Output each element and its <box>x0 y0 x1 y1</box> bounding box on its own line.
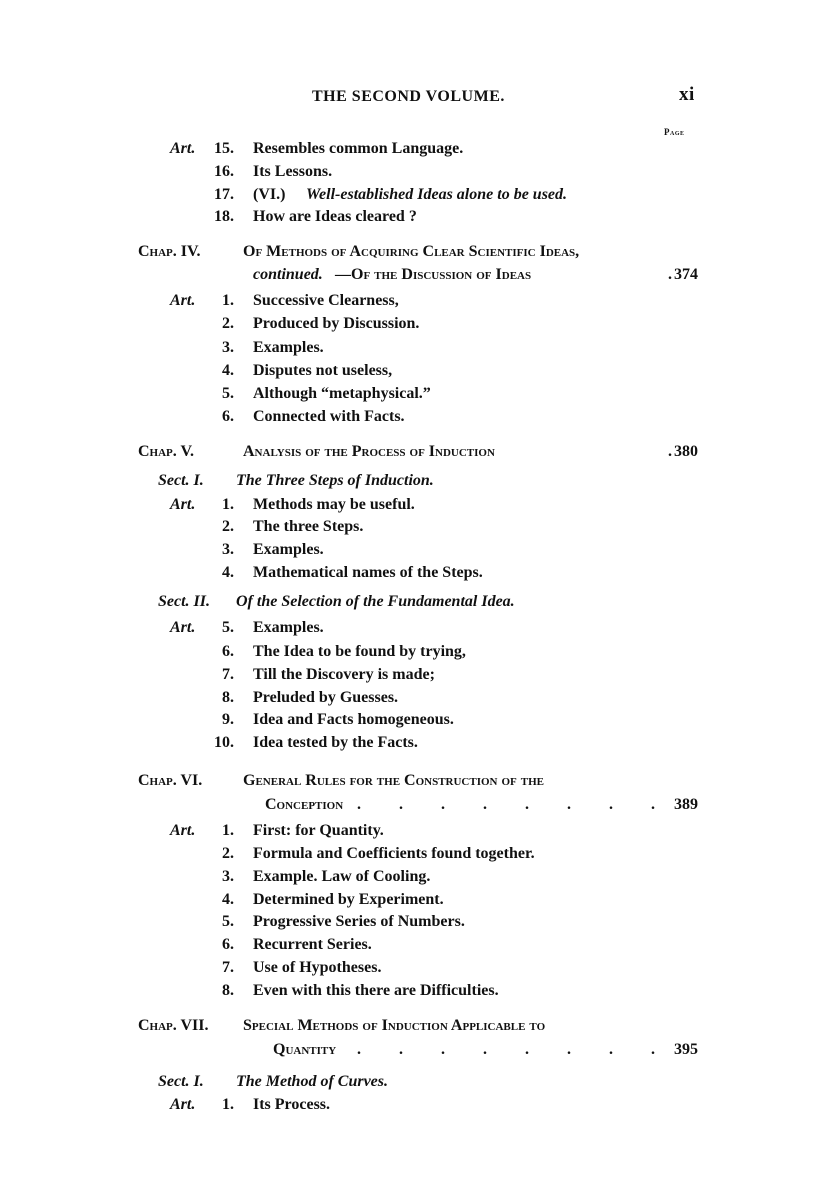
toc-entry <box>0 982 840 1005</box>
entry-text: Produced by Discussion. <box>253 315 420 332</box>
chap-label: Chap. IV. <box>138 243 201 260</box>
entry-number: 2. <box>222 518 234 535</box>
toc-entry <box>0 385 840 408</box>
toc-entry <box>0 266 840 289</box>
entry-text: Its Process. <box>253 1096 331 1113</box>
entry-text: Mathematical names of the Steps. <box>253 564 483 581</box>
toc-entry <box>0 140 840 163</box>
entry-number: 1. <box>222 496 234 513</box>
toc-entry <box>0 936 840 959</box>
entry-number: 3. <box>222 339 234 356</box>
entry-text: Examples. <box>253 541 324 558</box>
entry-number: 10. <box>214 734 234 751</box>
entry-number: 18. <box>214 208 234 225</box>
entry-text: Determined by Experiment. <box>253 891 444 908</box>
entry-number: 8. <box>222 982 234 999</box>
entry-number: 1. <box>222 292 234 309</box>
entry-text-italic: Of the Selection of the Fundamental Idea. <box>236 593 515 610</box>
entry-text: Recurrent Series. <box>253 936 372 953</box>
sect-label: Sect. I. <box>158 472 204 489</box>
toc-entry <box>0 689 840 712</box>
page-ref: 395 <box>674 1041 698 1058</box>
toc-entry <box>0 443 840 466</box>
entry-text: Methods may be useful. <box>253 496 415 513</box>
art-label: Art. <box>170 140 196 157</box>
art-label: Art. <box>170 619 196 636</box>
page-ref: 374 <box>674 266 698 283</box>
sect-label: Sect. II. <box>158 593 210 610</box>
entry-number: 6. <box>222 408 234 425</box>
entry-text-smallcaps: Quantity <box>273 1041 337 1058</box>
toc-entry <box>0 1041 840 1064</box>
entry-text: Formula and Coefficients found together. <box>253 845 535 862</box>
entry-text: The Idea to be found by trying, <box>253 643 466 660</box>
toc-entry <box>0 643 840 666</box>
toc-entry <box>0 959 840 982</box>
entry-number: 4. <box>222 891 234 908</box>
entry-number: 5. <box>222 619 234 636</box>
entry-text: Its Lessons. <box>253 163 333 180</box>
entry-number: 6. <box>222 643 234 660</box>
entry-text: Progressive Series of Numbers. <box>253 913 465 930</box>
toc-entry <box>0 796 840 819</box>
toc-entry <box>0 666 840 689</box>
toc-entry <box>0 619 840 642</box>
toc-entry <box>0 772 840 795</box>
entry-number: 17. <box>214 186 234 203</box>
entry-number: 1. <box>222 822 234 839</box>
entry-number: 5. <box>222 913 234 930</box>
sect-label: Sect. I. <box>158 1073 204 1090</box>
toc-entry <box>0 408 840 431</box>
toc-entry <box>0 868 840 891</box>
leader-dots: . . . . . . . . <box>357 796 672 813</box>
toc-entry <box>0 1096 840 1119</box>
entry-number: 3. <box>222 868 234 885</box>
entry-text: Even with this there are Difficulties. <box>253 982 499 999</box>
toc-entry <box>0 845 840 868</box>
leader-dots: . <box>668 443 672 460</box>
entry-number: 4. <box>222 564 234 581</box>
toc-entry <box>0 362 840 385</box>
chap-label: Chap. V. <box>138 443 194 460</box>
toc-entry <box>0 1073 840 1096</box>
entry-text: Disputes not useless, <box>253 362 393 379</box>
entry-text-italic: Well-established Ideas alone to be used. <box>306 186 568 203</box>
entry-number: 5. <box>222 385 234 402</box>
toc-entry <box>0 822 840 845</box>
toc-entry <box>0 186 840 209</box>
toc-entry <box>0 339 840 362</box>
entry-text-smallcaps: General Rules for the Construction of the <box>243 772 544 789</box>
entry-number: 1. <box>222 1096 234 1113</box>
toc-entry <box>0 472 840 495</box>
entry-number: 2. <box>222 845 234 862</box>
chap-label: Chap. VI. <box>138 772 203 789</box>
toc-entry <box>0 734 840 757</box>
toc-entry <box>0 1017 840 1040</box>
page-ref: 389 <box>674 796 698 813</box>
entry-text-smallcaps: Special Methods of Induction Applicable to <box>243 1017 546 1034</box>
entry-text: Till the Discovery is made; <box>253 666 435 683</box>
toc-entry <box>0 913 840 936</box>
toc-entry <box>0 541 840 564</box>
entry-text-italic: The Three Steps of Induction. <box>236 472 434 489</box>
entry-text: (VI.) <box>253 186 286 203</box>
entry-text: Successive Clearness, <box>253 292 399 309</box>
entry-text-italic: continued. <box>253 266 323 283</box>
toc-entry <box>0 564 840 587</box>
art-label: Art. <box>170 822 196 839</box>
entry-text: Idea tested by the Facts. <box>253 734 418 751</box>
toc-entry <box>0 315 840 338</box>
running-head: THE SECOND VOLUME. <box>312 88 505 105</box>
entry-number: 4. <box>222 362 234 379</box>
art-label: Art. <box>170 292 196 309</box>
entry-number: 8. <box>222 689 234 706</box>
entry-text-smallcaps: —Of the Discussion of Ideas <box>335 266 532 283</box>
entry-number: 9. <box>222 711 234 728</box>
entry-number: 16. <box>214 163 234 180</box>
art-label: Art. <box>170 1096 196 1113</box>
entry-number: 7. <box>222 959 234 976</box>
entry-text-smallcaps: Of Methods of Acquiring Clear Scientific Ideas, <box>243 243 580 260</box>
entry-text: Idea and Facts homogeneous. <box>253 711 454 728</box>
toc-entry <box>0 891 840 914</box>
entry-text-smallcaps: Conception <box>265 796 344 813</box>
toc-entry <box>0 518 840 541</box>
leader-dots: . . . . . . . . <box>357 1041 672 1058</box>
page-number: xi <box>679 84 695 105</box>
toc-entry <box>0 243 840 266</box>
toc-entry <box>0 292 840 315</box>
entry-text: Preluded by Guesses. <box>253 689 399 706</box>
leader-dots: . <box>668 266 672 283</box>
entry-text: How are Ideas cleared ? <box>253 208 417 225</box>
entry-text: Resembles common Language. <box>253 140 464 157</box>
entry-number: 7. <box>222 666 234 683</box>
entry-number: 6. <box>222 936 234 953</box>
entry-number: 2. <box>222 315 234 332</box>
entry-text-italic: The Method of Curves. <box>236 1073 388 1090</box>
toc-entry <box>0 711 840 734</box>
page-column-label: Page <box>664 127 685 137</box>
entry-text: Examples. <box>253 339 324 356</box>
chap-label: Chap. VII. <box>138 1017 209 1034</box>
entry-text: Use of Hypotheses. <box>253 959 382 976</box>
entry-text: The three Steps. <box>253 518 364 535</box>
toc-entry <box>0 496 840 519</box>
entry-text: Examples. <box>253 619 324 636</box>
toc-entry <box>0 163 840 186</box>
entry-number: 3. <box>222 541 234 558</box>
entry-text: Example. Law of Cooling. <box>253 868 431 885</box>
toc-entry <box>0 208 840 231</box>
entry-number: 15. <box>214 140 234 157</box>
art-label: Art. <box>170 496 196 513</box>
entry-text: Although “metaphysical.” <box>253 385 431 402</box>
toc-entry <box>0 593 840 616</box>
page-ref: 380 <box>674 443 698 460</box>
entry-text-smallcaps: Analysis of the Process of Induction <box>243 443 495 460</box>
entry-text: First: for Quantity. <box>253 822 384 839</box>
entry-text: Connected with Facts. <box>253 408 405 425</box>
